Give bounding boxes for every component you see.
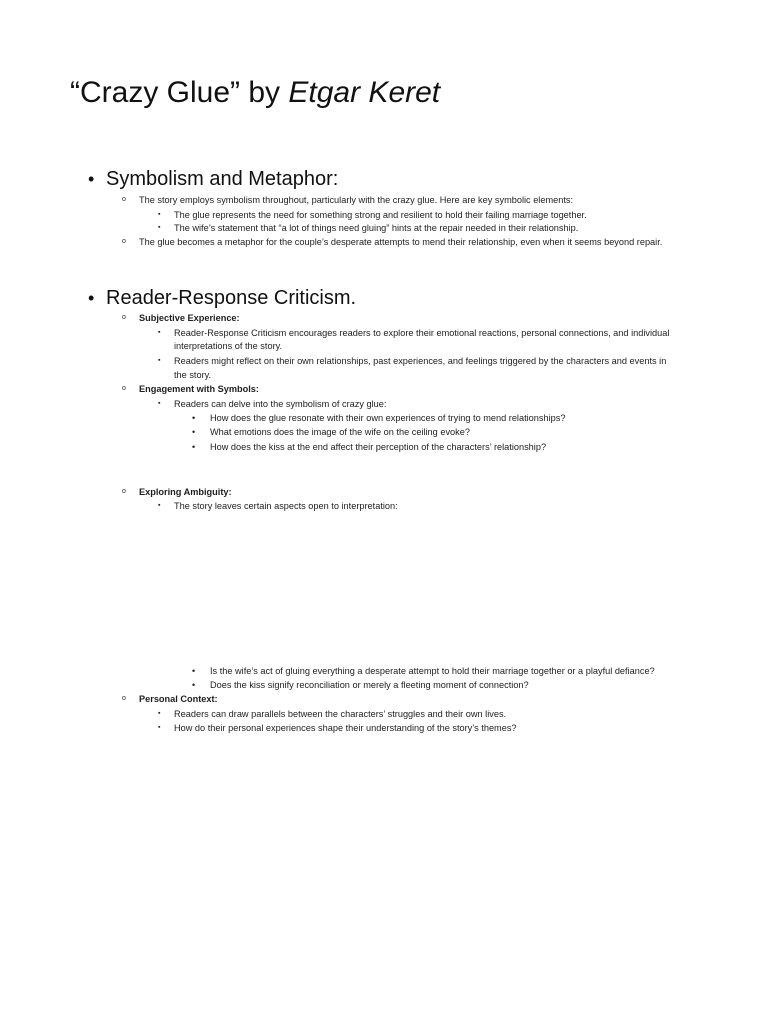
square-bullet-icon: ▪ bbox=[158, 224, 161, 231]
circle-bullet-icon: o bbox=[122, 385, 126, 392]
circle-bullet-icon: o bbox=[122, 488, 126, 495]
bullet-dot-icon: • bbox=[192, 680, 196, 690]
list-item: How do their personal experiences shape their understanding of the story’s themes? bbox=[174, 723, 517, 733]
square-bullet-icon: ▪ bbox=[158, 211, 161, 218]
square-bullet-icon: ▪ bbox=[158, 400, 161, 407]
list-item: Readers can delve into the symbolism of crazy glue: bbox=[174, 399, 387, 409]
list-item: Readers might reflect on their own relationships, past experiences, and feelings triggered by the characters and events in bbox=[174, 356, 667, 366]
square-bullet-icon: ▪ bbox=[158, 724, 161, 731]
list-item: How does the kiss at the end affect their perception of the characters’ relationship? bbox=[210, 442, 547, 452]
title-text: “Crazy Glue” by bbox=[70, 76, 289, 109]
bullet-dot-icon: • bbox=[192, 442, 196, 452]
bullet-dot-icon: • bbox=[88, 288, 95, 308]
list-item: The wife’s statement that “a lot of things need gluing” hints at the repair needed in their relationship. bbox=[174, 223, 579, 233]
circle-bullet-icon: o bbox=[122, 314, 126, 321]
document-title bbox=[70, 74, 440, 112]
square-bullet-icon: ▪ bbox=[158, 329, 161, 336]
circle-bullet-icon: o bbox=[122, 196, 126, 203]
list-item-continuation: the story. bbox=[174, 370, 212, 380]
bullet-dot-icon: • bbox=[88, 169, 95, 189]
list-item: Is the wife’s act of gluing everything a desperate attempt to hold their marriage together or a playful defiance? bbox=[210, 666, 655, 676]
bullet-dot-icon: • bbox=[192, 413, 196, 423]
list-item: The glue becomes a metaphor for the couple’s desperate attempts to mend their relationship, even when it seems beyond repair. bbox=[139, 237, 663, 247]
list-item: Readers can draw parallels between the characters’ struggles and their own lives. bbox=[174, 709, 507, 719]
list-item: Does the kiss signify reconciliation or merely a fleeting moment of connection? bbox=[210, 680, 529, 690]
list-item: Reader-Response Criticism encourages readers to explore their emotional reactions, personal connections, and individual bbox=[174, 328, 670, 338]
subheading-personal: Personal Context: bbox=[139, 694, 218, 704]
subheading-ambiguity: Exploring Ambiguity: bbox=[139, 487, 232, 497]
section-heading-reader-response bbox=[88, 285, 356, 311]
section-heading-text: Symbolism and Metaphor: bbox=[106, 168, 339, 190]
list-item: What emotions does the image of the wife on the ceiling evoke? bbox=[210, 427, 470, 437]
section-heading-symbolism bbox=[88, 166, 338, 192]
section-heading-text: Reader-Response Criticism. bbox=[106, 287, 357, 309]
square-bullet-icon: ▪ bbox=[158, 502, 161, 509]
subheading-subjective: Subjective Experience: bbox=[139, 313, 240, 323]
title-author: Etgar Keret bbox=[288, 76, 441, 109]
subheading-symbols: Engagement with Symbols: bbox=[139, 384, 259, 394]
circle-bullet-icon: o bbox=[122, 238, 126, 245]
square-bullet-icon: ▪ bbox=[158, 357, 161, 364]
circle-bullet-icon: o bbox=[122, 695, 126, 702]
list-item: The story employs symbolism throughout, particularly with the crazy glue. Here are key symbolic elements: bbox=[139, 195, 574, 205]
list-item-continuation: interpretations of the story. bbox=[174, 341, 283, 351]
list-item: The glue represents the need for something strong and resilient to hold their failing marriage together. bbox=[174, 210, 587, 220]
bullet-dot-icon: • bbox=[192, 427, 196, 437]
square-bullet-icon: ▪ bbox=[158, 710, 161, 717]
list-item: The story leaves certain aspects open to interpretation: bbox=[174, 501, 398, 511]
list-item: How does the glue resonate with their own experiences of trying to mend relationships? bbox=[210, 413, 566, 423]
bullet-dot-icon: • bbox=[192, 666, 196, 676]
